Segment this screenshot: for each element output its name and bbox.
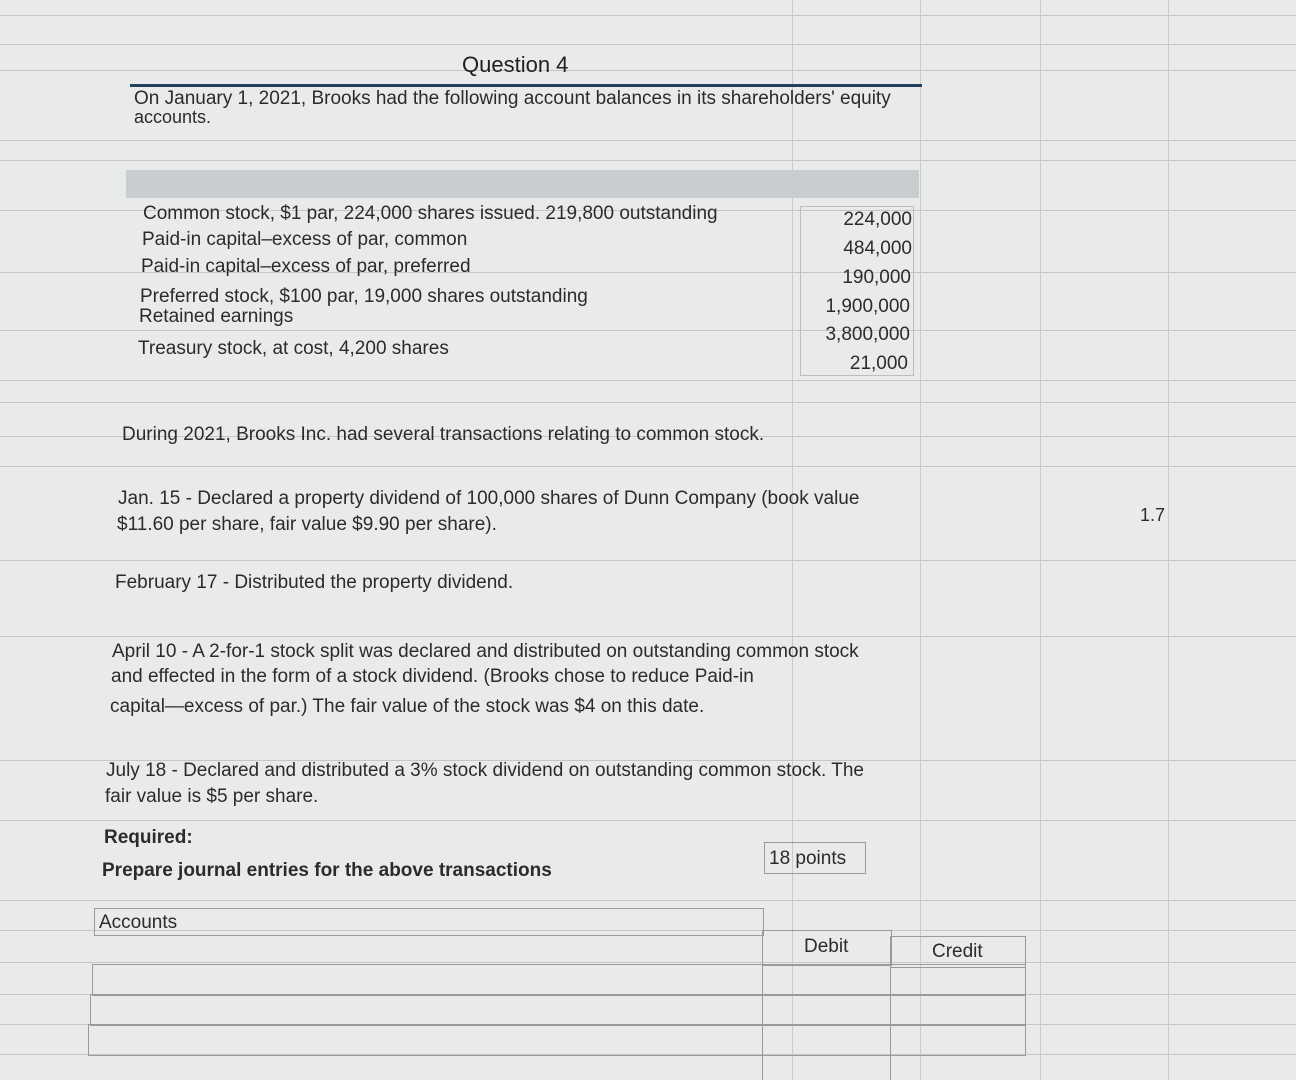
question-title: Question 4 <box>462 52 569 77</box>
header-shade-row <box>126 170 919 198</box>
balance-amount: 1,900,000 <box>825 296 910 317</box>
jul18-line-1: July 18 - Declared and distributed a 3% stock dividend on outstanding common stock. The <box>106 760 864 781</box>
journal-row[interactable] <box>88 1024 1026 1056</box>
balance-amount: 190,000 <box>842 267 911 288</box>
accounts-header-cell[interactable] <box>94 908 764 936</box>
required-instruction: Prepare journal entries for the above transactions <box>102 860 552 881</box>
balance-label: Paid-in capital–excess of par, common <box>142 229 468 250</box>
balance-amount: 3,800,000 <box>825 324 910 345</box>
balance-label: Common stock, $1 par, 224,000 shares issued. 219,800 outstanding <box>143 203 718 224</box>
jan15-line-1: Jan. 15 - Declared a property dividend of 100,000 shares of Dunn Company (book value <box>118 488 860 509</box>
intro-text-line-1: On January 1, 2021, Brooks had the following account balances in its shareholders' equity <box>134 88 891 109</box>
apr10-line-2: and effected in the form of a stock dividend. (Brooks chose to reduce Paid-in <box>111 666 754 687</box>
side-value-cell[interactable]: 1.7 <box>1140 505 1166 525</box>
jan15-line-2: $11.60 per share, fair value $9.90 per share). <box>117 514 497 535</box>
col-credit: Credit <box>932 941 983 962</box>
transactions-intro: During 2021, Brooks Inc. had several transactions relating to common stock. <box>122 424 765 445</box>
points-badge: 18 points <box>769 848 847 869</box>
journal-row[interactable] <box>90 994 1026 1026</box>
balance-amount: 484,000 <box>843 238 912 259</box>
balance-amount: 224,000 <box>843 209 912 230</box>
balance-label: Preferred stock, $100 par, 19,000 shares outstanding <box>140 286 588 307</box>
balance-label: Retained earnings <box>139 306 294 327</box>
amount-cell[interactable] <box>800 206 914 376</box>
balance-label: Paid-in capital–excess of par, preferred <box>141 256 471 277</box>
title-underline <box>130 84 922 87</box>
col-accounts: Accounts <box>99 912 178 933</box>
apr10-line-1: April 10 - A 2-for-1 stock split was declared and distributed on outstanding common stock <box>112 641 859 662</box>
balance-label: Treasury stock, at cost, 4,200 shares <box>138 338 449 359</box>
balance-amount: 21,000 <box>849 353 908 374</box>
col-debit: Debit <box>804 936 849 957</box>
intro-text-line-2: accounts. <box>134 107 212 127</box>
jul18-line-2: fair value is $5 per share. <box>105 786 319 807</box>
journal-row[interactable] <box>92 964 1026 996</box>
required-heading: Required: <box>104 827 193 848</box>
apr10-line-3: capital—excess of par.) The fair value of the stock was $4 on this date. <box>110 696 705 717</box>
feb17-text: February 17 - Distributed the property dividend. <box>115 572 514 593</box>
